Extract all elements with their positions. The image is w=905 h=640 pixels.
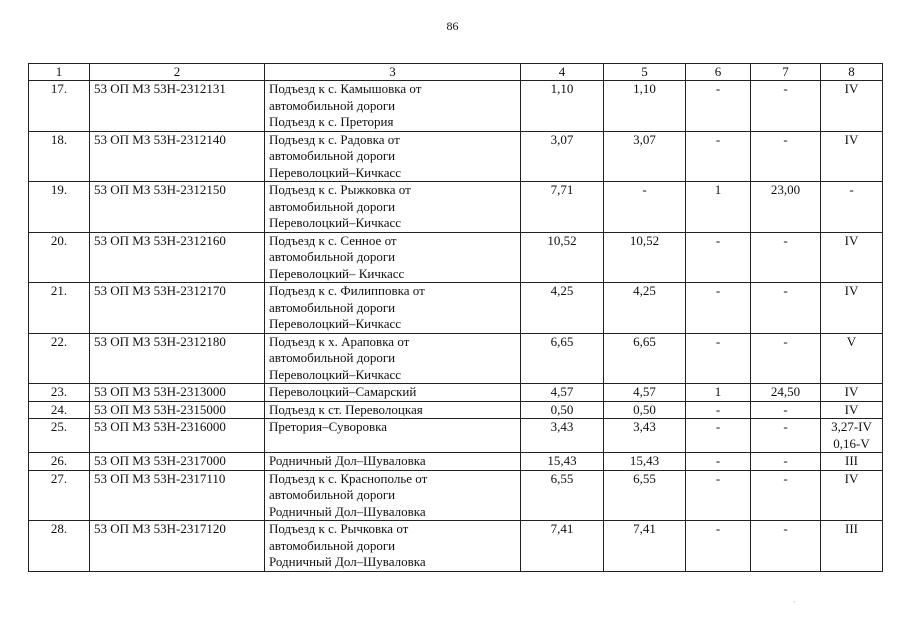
length-paved-cell: 7,41 — [604, 521, 686, 572]
road-category-cell — [821, 131, 883, 182]
table-row — [29, 131, 883, 182]
row-number-cell: 19. — [29, 182, 90, 233]
length-paved-cell: 10,52 — [604, 232, 686, 283]
roads-table — [28, 63, 883, 572]
road-name-cell-line: автомобильной дороги — [269, 299, 396, 315]
road-name-cell-line: Подъезд к с. Рычковка от — [269, 521, 409, 536]
bridge-count-cell: - — [686, 232, 751, 283]
table-row — [29, 521, 883, 572]
column-header: 1 — [29, 64, 90, 81]
bridge-count-cell: - — [686, 333, 751, 384]
row-number-cell: 22. — [29, 333, 90, 384]
length-total-cell: 0,50 — [521, 401, 604, 419]
bridge-length-cell: - — [751, 470, 821, 521]
table-row — [29, 283, 883, 334]
table-row — [29, 453, 883, 471]
bridge-length-cell: 24,50 — [751, 384, 821, 402]
table-row — [29, 419, 883, 453]
bridge-count-cell: - — [686, 453, 751, 471]
length-total-cell: 3,43 — [521, 419, 604, 453]
road-category-cell-line: IV — [844, 131, 859, 147]
length-paved-cell: 0,50 — [604, 401, 686, 419]
road-category-cell — [821, 232, 883, 283]
row-number-cell: 20. — [29, 232, 90, 283]
row-number-cell: 26. — [29, 453, 90, 471]
road-code-cell: 53 ОП МЗ 53Н-2313000 — [90, 384, 265, 402]
bridge-length-cell: - — [751, 131, 821, 182]
bridge-count-cell: 1 — [686, 182, 751, 233]
length-paved-cell: 1,10 — [604, 81, 686, 132]
road-name-cell-line: Подъезд к ст. Переволоцкая — [269, 401, 423, 417]
length-total-cell: 1,10 — [521, 81, 604, 132]
road-name-cell-line: Подъезд к с. Рыжковка от — [269, 182, 411, 197]
road-category-cell-line: IV — [844, 283, 859, 298]
road-category-cell-line: IV — [844, 470, 859, 486]
bridge-count-cell: - — [686, 470, 751, 521]
length-paved-cell: 4,25 — [604, 283, 686, 334]
road-category-cell-line: V — [846, 333, 857, 349]
bridge-length-cell: - — [751, 401, 821, 419]
road-name-cell-line: Переволоцкий–Кичкасс — [269, 316, 402, 331]
length-paved-cell: 3,07 — [604, 131, 686, 182]
length-total-cell: 4,25 — [521, 283, 604, 334]
road-category-cell — [821, 333, 883, 384]
column-header: 8 — [821, 64, 883, 81]
road-category-cell-line: III — [845, 521, 858, 536]
road-name-cell — [265, 384, 521, 402]
bridge-length-cell: - — [751, 333, 821, 384]
page-number: 86 — [446, 19, 459, 33]
road-name-cell-line: автомобильной дороги — [269, 249, 396, 264]
road-category-cell — [821, 453, 883, 471]
road-category-cell — [821, 419, 883, 453]
bridge-count-cell: - — [686, 131, 751, 182]
road-category-cell — [821, 283, 883, 334]
length-paved-cell: - — [604, 182, 686, 233]
length-total-cell: 6,55 — [521, 470, 604, 521]
road-category-cell — [821, 182, 883, 233]
road-code-cell: 53 ОП МЗ 53Н-2312150 — [90, 182, 265, 233]
bridge-count-cell: - — [686, 81, 751, 132]
road-name-cell-line: автомобильной дороги — [269, 198, 396, 214]
length-total-cell: 7,41 — [521, 521, 604, 572]
row-number-cell: 17. — [29, 81, 90, 132]
road-name-cell-line: Родничный Дол–Шуваловка — [269, 503, 426, 519]
road-category-cell-line: III — [845, 453, 858, 468]
table-row — [29, 182, 883, 233]
column-header: 6 — [686, 64, 751, 81]
length-paved-cell: 6,55 — [604, 470, 686, 521]
road-name-cell — [265, 333, 521, 384]
road-name-cell — [265, 81, 521, 132]
table-row — [29, 81, 883, 132]
road-code-cell: 53 ОП МЗ 53Н-2317120 — [90, 521, 265, 572]
road-name-cell-line: Переволоцкий–Кичкасс — [269, 215, 402, 230]
bridge-count-cell: - — [686, 401, 751, 419]
bridge-length-cell: - — [751, 81, 821, 132]
road-code-cell: 53 ОП МЗ 53Н-2312170 — [90, 283, 265, 334]
row-number-cell: 25. — [29, 419, 90, 453]
road-name-cell-line: Переволоцкий– Кичкасс — [269, 265, 405, 281]
table-row — [29, 333, 883, 384]
length-total-cell: 10,52 — [521, 232, 604, 283]
bridge-length-cell: - — [751, 453, 821, 471]
road-category-cell-line: - — [849, 182, 854, 197]
row-number-cell: 24. — [29, 401, 90, 419]
road-name-cell-line: Подъезд к с. Претория — [269, 114, 394, 129]
scan-speck: · — [793, 597, 796, 607]
road-code-cell: 53 ОП МЗ 53Н-2315000 — [90, 401, 265, 419]
road-name-cell-line: автомобильной дороги — [269, 350, 396, 365]
bridge-count-cell: - — [686, 419, 751, 453]
road-category-cell-line: IV — [844, 232, 859, 248]
column-header: 7 — [751, 64, 821, 81]
table-row — [29, 232, 883, 283]
road-name-cell-line: Подъезд к с. Радовка от — [269, 131, 400, 147]
road-name-cell — [265, 470, 521, 521]
row-number-cell: 21. — [29, 283, 90, 334]
road-category-cell — [821, 384, 883, 402]
road-code-cell: 53 ОП МЗ 53Н-2316000 — [90, 419, 265, 453]
row-number-cell: 28. — [29, 521, 90, 572]
length-paved-cell: 15,43 — [604, 453, 686, 471]
road-name-cell-line: автомобильной дороги — [269, 487, 396, 502]
length-total-cell: 6,65 — [521, 333, 604, 384]
road-name-cell — [265, 232, 521, 283]
road-name-cell-line: Родничный Дол–Шуваловка — [269, 554, 426, 569]
column-header: 3 — [265, 64, 521, 81]
table-row — [29, 470, 883, 521]
road-category-cell — [821, 470, 883, 521]
road-name-cell — [265, 401, 521, 419]
road-name-cell — [265, 182, 521, 233]
road-name-cell-line: автомобильной дороги — [269, 537, 396, 553]
road-name-cell — [265, 419, 521, 453]
road-category-cell-line: IV — [844, 401, 859, 417]
road-code-cell: 53 ОП МЗ 53Н-2312140 — [90, 131, 265, 182]
road-name-cell-line: Переволоцкий–Кичкасс — [269, 164, 402, 180]
table-body — [29, 81, 883, 572]
road-name-cell — [265, 131, 521, 182]
length-paved-cell: 6,65 — [604, 333, 686, 384]
length-paved-cell: 4,57 — [604, 384, 686, 402]
road-category-cell-line: 0,16-V — [833, 435, 870, 451]
road-category-cell — [821, 401, 883, 419]
road-category-cell — [821, 521, 883, 572]
bridge-length-cell: - — [751, 521, 821, 572]
road-code-cell: 53 ОП МЗ 53Н-2312131 — [90, 81, 265, 132]
length-total-cell: 4,57 — [521, 384, 604, 402]
road-code-cell: 53 ОП МЗ 53Н-2312180 — [90, 333, 265, 384]
bridge-length-cell: 23,00 — [751, 182, 821, 233]
road-code-cell: 53 ОП МЗ 53Н-2312160 — [90, 232, 265, 283]
road-category-cell-line: IV — [844, 384, 859, 399]
column-header: 2 — [90, 64, 265, 81]
road-name-cell — [265, 521, 521, 572]
length-total-cell: 3,07 — [521, 131, 604, 182]
road-name-cell — [265, 283, 521, 334]
table-row — [29, 401, 883, 419]
road-name-cell — [265, 453, 521, 471]
road-name-cell-line: автомобильной дороги — [269, 97, 396, 113]
road-name-cell-line: Родничный Дол–Шуваловка — [269, 453, 426, 468]
road-name-cell-line: Подъезд к с. Краснополье от — [269, 470, 428, 486]
road-name-cell-line: Подъезд к х. Араповка от — [269, 333, 410, 349]
road-category-cell-line: IV — [844, 81, 859, 96]
length-total-cell: 15,43 — [521, 453, 604, 471]
bridge-length-cell: - — [751, 283, 821, 334]
road-name-cell-line: автомобильной дороги — [269, 148, 396, 163]
road-category-cell-line: 3,27-IV — [831, 419, 872, 434]
road-name-cell-line: Претория–Суворовка — [269, 419, 388, 434]
table-row — [29, 384, 883, 402]
column-header: 5 — [604, 64, 686, 81]
length-paved-cell: 3,43 — [604, 419, 686, 453]
road-code-cell: 53 ОП МЗ 53Н-2317110 — [90, 470, 265, 521]
road-name-cell-line: Переволоцкий–Кичкасс — [269, 366, 402, 382]
bridge-count-cell: 1 — [686, 384, 751, 402]
row-number-cell: 23. — [29, 384, 90, 402]
column-header: 4 — [521, 64, 604, 81]
row-number-cell: 27. — [29, 470, 90, 521]
header-row — [29, 64, 883, 81]
road-code-cell: 53 ОП МЗ 53Н-2317000 — [90, 453, 265, 471]
row-number-cell: 18. — [29, 131, 90, 182]
bridge-count-cell: - — [686, 521, 751, 572]
bridge-count-cell: - — [686, 283, 751, 334]
bridge-length-cell: - — [751, 419, 821, 453]
road-name-cell-line: Подъезд к с. Камышовка от — [269, 81, 422, 96]
road-name-cell-line: Подъезд к с. Филипповка от — [269, 283, 425, 298]
road-name-cell-line: Переволоцкий–Самарский — [269, 384, 417, 399]
bridge-length-cell: - — [751, 232, 821, 283]
road-category-cell — [821, 81, 883, 132]
length-total-cell: 7,71 — [521, 182, 604, 233]
road-name-cell-line: Подъезд к с. Сенное от — [269, 232, 397, 248]
